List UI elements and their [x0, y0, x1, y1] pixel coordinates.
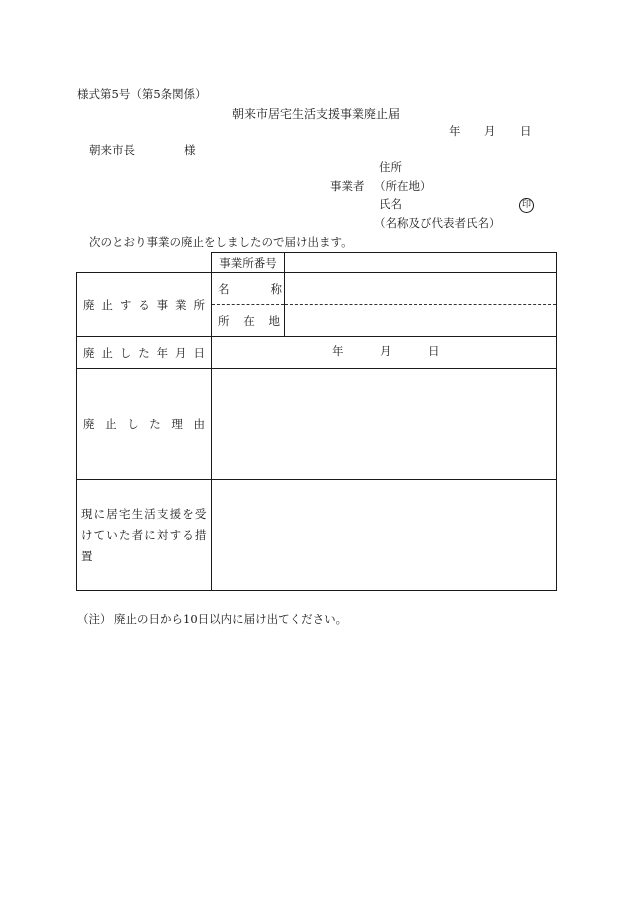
- date-day-label: 日: [520, 124, 532, 138]
- closure-date-day: 日: [428, 343, 440, 358]
- applicant-address-label: 住所: [379, 160, 402, 174]
- closure-date-month: 月: [380, 343, 392, 358]
- date-year-label: 年: [449, 124, 461, 138]
- office-name-label: 名 称: [212, 273, 285, 305]
- closure-date-field[interactable]: [212, 337, 557, 369]
- office-number-field[interactable]: [285, 253, 557, 273]
- closure-form-table: [76, 252, 557, 591]
- closure-date-row: [77, 337, 557, 369]
- reason-row: [77, 369, 557, 480]
- applicant-label: 事業者: [330, 179, 365, 193]
- office-name-field[interactable]: [285, 273, 557, 305]
- closure-date-label: 廃 止 し た 年 月 日: [77, 337, 212, 369]
- document-title: 朝来市居宅生活支援事業廃止届: [232, 107, 401, 121]
- office-location-field[interactable]: [285, 305, 557, 337]
- addressee-name: 朝来市長: [89, 143, 135, 157]
- measure-label: 現に居宅生活支援を受けていた者に対する措置: [77, 480, 212, 591]
- applicant-address-sub: （所在地）: [374, 179, 432, 193]
- reason-label: 廃 止 し た 理 由: [77, 369, 212, 480]
- measure-row: [77, 480, 557, 591]
- office-number-label: 事業所番号: [212, 253, 285, 273]
- office-name-row: [77, 273, 557, 305]
- closing-office-label: 廃 止 す る 事 業 所: [77, 273, 212, 337]
- applicant-name-label: 氏名: [379, 197, 402, 211]
- office-location-label: 所 在 地: [212, 305, 285, 337]
- note-marker: （注）: [77, 612, 112, 626]
- date-month-label: 月: [484, 124, 496, 138]
- addressee-honorific: 様: [184, 143, 196, 157]
- closure-date-year: 年: [332, 343, 344, 358]
- intro-text: 次のとおり事業の廃止をしましたので届け出ます。: [89, 235, 353, 249]
- blank-cell: [77, 253, 212, 273]
- form-number: 様式第5号（第5条関係）: [77, 87, 207, 101]
- seal-icon: 印: [519, 198, 534, 213]
- applicant-name-sub: （名称及び代表者氏名）: [374, 216, 501, 230]
- measure-field[interactable]: [212, 480, 557, 591]
- note-text: 廃止の日から10日以内に届け出てください。: [114, 612, 348, 626]
- office-number-row: [77, 253, 557, 273]
- reason-field[interactable]: [212, 369, 557, 480]
